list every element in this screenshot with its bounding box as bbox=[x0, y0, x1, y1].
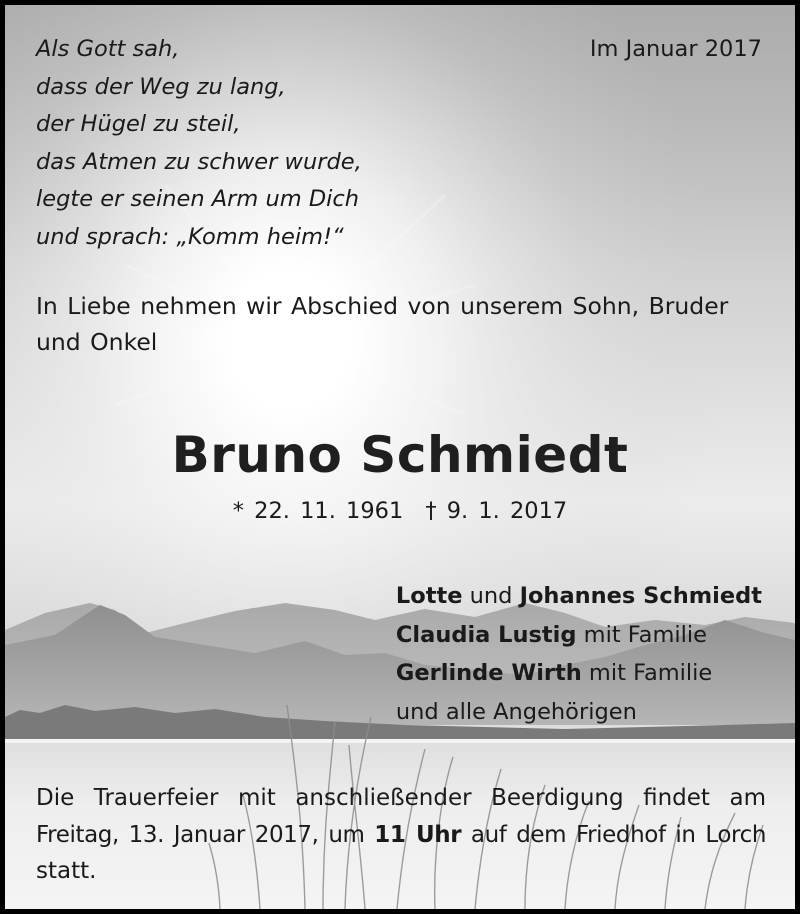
funeral-line: Die Trauerfeier mit anschließender Beerdigung findet am bbox=[36, 785, 766, 811]
funeral-line: statt. bbox=[36, 858, 97, 884]
mourner-line: Gerlinde Wirth mit Familie bbox=[395, 660, 713, 686]
mourner-line: Lotte und Johannes Schmiedt bbox=[395, 583, 762, 609]
mourner-line: Claudia Lustig mit Familie bbox=[395, 621, 707, 648]
funeral-info bbox=[36, 780, 766, 890]
death-date: † 9. 1. 2017 bbox=[425, 498, 568, 524]
poem-line: das Atmen zu schwer wurde, bbox=[36, 148, 362, 175]
deceased-name: Bruno Schmiedt bbox=[171, 426, 629, 484]
funeral-line: Freitag, 13. Januar 2017, um 11 Uhr auf dem Friedhof in Lorch bbox=[36, 821, 766, 848]
notice-date: Im Januar 2017 bbox=[589, 36, 762, 62]
poem-line: und sprach: „Komm heim!“ bbox=[36, 223, 344, 250]
funeral-time: 11 Uhr bbox=[374, 821, 462, 848]
poem-line: dass der Weg zu lang, bbox=[36, 73, 286, 100]
poem-line: legte er seinen Arm um Dich bbox=[36, 186, 360, 212]
poem-line: Als Gott sah, bbox=[36, 36, 180, 62]
mourner-line: und alle Angehörigen bbox=[395, 698, 637, 725]
life-dates bbox=[5, 493, 795, 529]
intro-text: In Liebe nehmen wir Abschied von unserem Sohn, Bruder und Onkel bbox=[36, 292, 729, 356]
poem-line: der Hügel zu steil, bbox=[36, 111, 241, 137]
poem bbox=[36, 31, 362, 256]
birth-date: * 22. 11. 1961 bbox=[232, 498, 404, 524]
notice-content bbox=[5, 5, 795, 909]
mourners-list bbox=[396, 577, 762, 731]
